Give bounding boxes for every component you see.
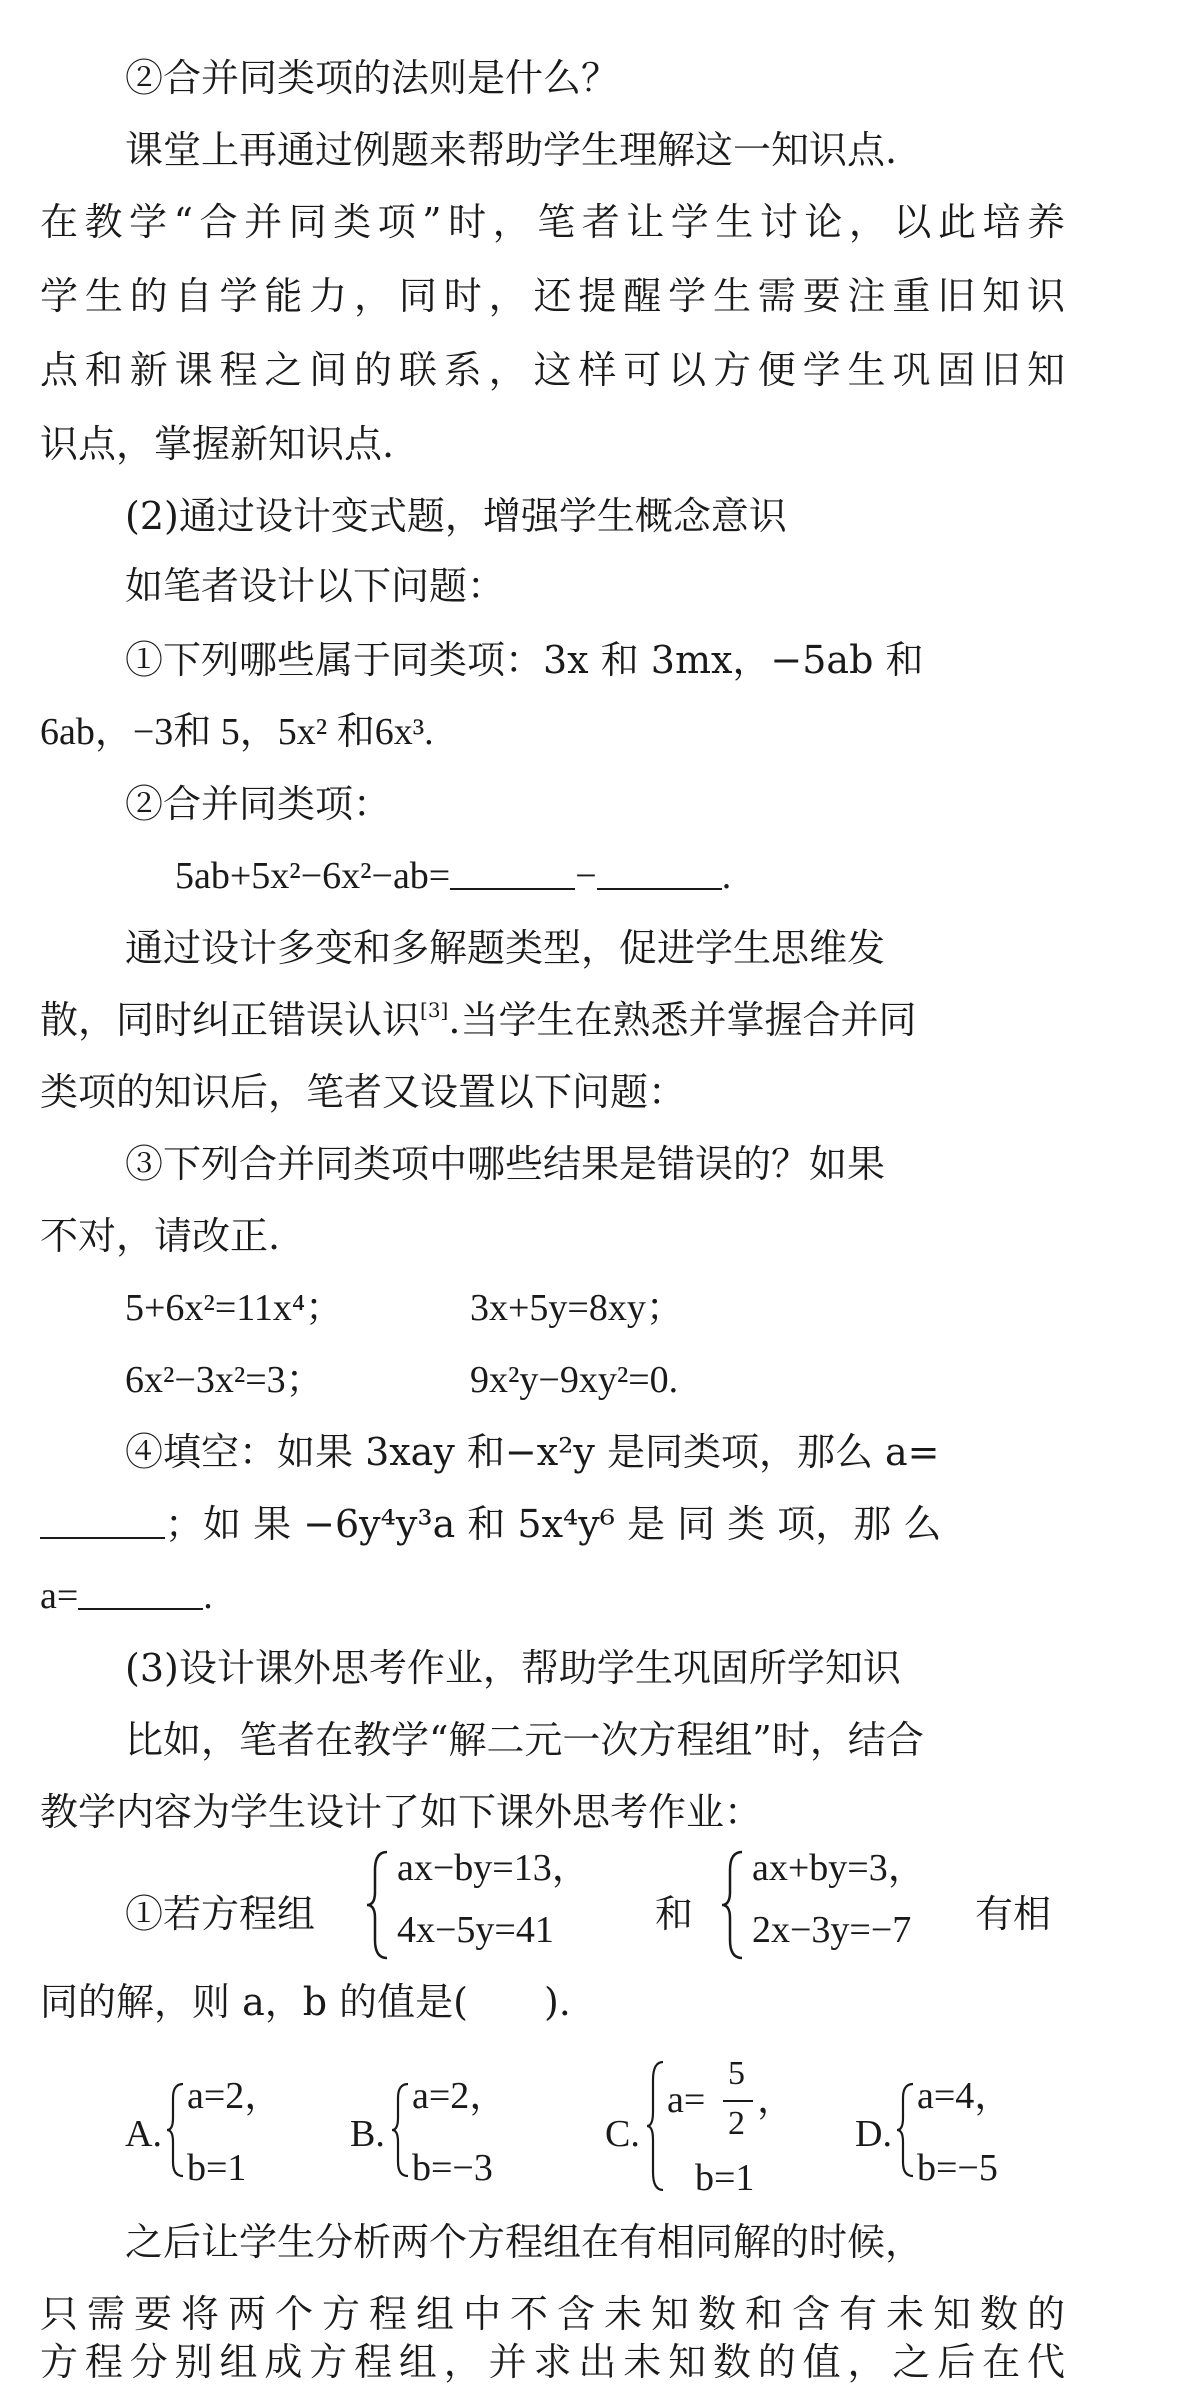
answer-blank: [40, 1503, 165, 1539]
option-row: a=2，: [412, 2075, 508, 2117]
equation-row: 2x−3y=−7: [752, 1909, 912, 1951]
question-line: 6ab，−3和 5，5x² 和6x³.: [40, 711, 434, 753]
option-row: a=2，: [187, 2075, 283, 2117]
question-line: 同的解，则 a，b 的值是( ).: [40, 1980, 571, 2024]
section-heading: (2)通过设计变式题，增强学生概念意识: [125, 494, 787, 538]
equation-text: −: [575, 855, 597, 897]
equation-text: .: [721, 855, 732, 897]
paragraph-text: 散，同时纠正错误认识: [40, 998, 421, 1042]
option-label: C.: [605, 2113, 640, 2155]
answer-blank: [78, 1574, 203, 1610]
paragraph-line: 比如，笔者在教学“解二元一次方程组”时，结合: [125, 1718, 924, 1762]
question-text: 和: [655, 1892, 694, 1936]
paragraph-text: .当学生在熟悉并掌握合并同: [448, 998, 917, 1042]
paragraph-line: ②合并同类项的法则是什么？: [125, 56, 620, 100]
option-row: ，: [757, 2079, 796, 2121]
option-label: B.: [350, 2113, 385, 2155]
question-text: ；如 果 −6y⁴y³a 和 5x⁴y⁶ 是 同 类 项，那 么: [165, 1502, 942, 1546]
left-brace-icon: [365, 1850, 393, 1960]
section-heading: (3)设计课外思考作业，帮助学生巩固所学知识: [125, 1646, 901, 1690]
option-label: D.: [855, 2113, 892, 2155]
equation-text: 5ab+5x²−6x²−ab=: [175, 855, 451, 897]
left-brace-icon: [390, 2082, 412, 2178]
equation-line: 3x+5y=8xy；: [470, 1287, 684, 1329]
question-line: [40, 1500, 941, 1548]
equation-row: ax+by=3，: [752, 1847, 926, 1889]
answer-blank: [597, 854, 722, 890]
equation-line: [175, 852, 731, 900]
paragraph-line-partial: 方程分别组成方程组，并求出未知数的值，之后在代: [40, 2340, 1065, 2384]
paragraph-line: 学生的自学能力，同时，还提醒学生需要注重旧知识: [40, 274, 1065, 318]
equation-row: ax−by=13，: [397, 1847, 590, 1889]
fraction-numerator: 5: [728, 2055, 745, 2092]
paragraph-line: 如笔者设计以下问题：: [125, 564, 506, 608]
equation-row: 4x−5y=41: [397, 1909, 554, 1951]
equation-line: 5+6x²=11x⁴；: [125, 1287, 344, 1329]
option-row: b=1: [695, 2157, 755, 2199]
option-label: A.: [125, 2113, 162, 2155]
citation-ref: [3]: [420, 998, 449, 1022]
left-brace-icon: [720, 1850, 748, 1960]
paragraph-line: 类项的知识后，笔者又设置以下问题：: [40, 1070, 687, 1114]
answer-blank: [450, 854, 575, 890]
equation-line: 6x²−3x²=3；: [125, 1359, 324, 1401]
left-brace-icon: [645, 2060, 667, 2192]
fraction-bar: [723, 2100, 753, 2102]
option-row: b=1: [187, 2147, 247, 2189]
question-text: a=: [40, 1575, 79, 1617]
paragraph-line: 课堂上再通过例题来帮助学生理解这一知识点.: [125, 128, 898, 172]
question-line: ②合并同类项：: [125, 782, 392, 826]
question-line: ①下列哪些属于同类项：3x 和 3mx，−5ab 和: [125, 638, 924, 682]
question-line: ①若方程组: [125, 1892, 316, 1936]
left-brace-icon: [895, 2082, 917, 2178]
question-text: .: [203, 1575, 213, 1617]
paragraph-line: [40, 996, 916, 1044]
question-line: [40, 1572, 213, 1620]
question-line: ③下列合并同类项中哪些结果是错误的？如果: [125, 1142, 886, 1186]
fraction-denominator: 2: [728, 2105, 745, 2142]
option-row: b=−5: [917, 2147, 998, 2189]
question-line: ④填空：如果 3xay 和−x²y 是同类项，那么 a=: [125, 1430, 940, 1474]
option-row: a=4，: [917, 2075, 1013, 2117]
option-row: a=: [667, 2079, 706, 2121]
paragraph-line: 教学内容为学生设计了如下课外思考作业：: [40, 1790, 763, 1834]
paragraph-line: 通过设计多变和多解题类型，促进学生思维发: [125, 926, 886, 970]
option-row: b=−3: [412, 2147, 493, 2189]
paragraph-line: 点和新课程之间的联系，这样可以方便学生巩固旧知: [40, 348, 1065, 392]
paragraph-line: 只需要将两个方程组中不含未知数和含有未知数的: [40, 2292, 1065, 2336]
question-text: 有相: [975, 1892, 1052, 1936]
paragraph-line: 识点，掌握新知识点.: [40, 422, 395, 466]
equation-line: 9x²y−9xy²=0.: [470, 1359, 679, 1401]
question-line: 不对，请改正.: [40, 1214, 281, 1258]
left-brace-icon: [165, 2082, 187, 2178]
paragraph-line: 在教学“合并同类项”时，笔者让学生讨论，以此培养: [40, 200, 1065, 244]
paragraph-line: 之后让学生分析两个方程组在有相同解的时候，: [125, 2220, 924, 2264]
